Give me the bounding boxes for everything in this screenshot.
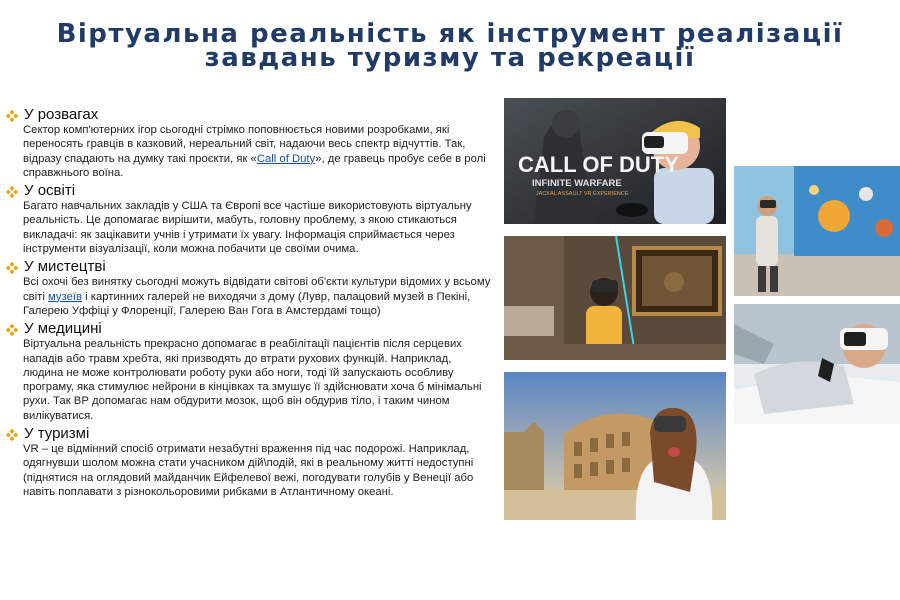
colosseum-vr-image (504, 372, 726, 520)
museums-link[interactable]: музеїв (47, 290, 83, 303)
classroom-vr-image (734, 166, 900, 296)
section-education (6, 182, 494, 256)
section-text: Віртуальна реальність прекрасно допомагає в реабілітації пацієнтів після серцевих нападів або травм хребта, які призводять до втрати рухових функцій. Наприклад, людина не може контролювати роботу руки або ноги, тоді їй запускають особливу програму, яка стимулює нейрони в кінцівках та змушує її здійснювати хоча б мінімальні рухи. Так ВР допомагає нам обдурити мозок, щоб він обдурив тіло, і таким чином вилікуватися. (23, 338, 482, 422)
call-of-duty-vr-image (504, 98, 726, 224)
title-line-1: Віртуальна реальність як інструмент реалізації (56, 19, 844, 49)
diamond-bullet-icon (6, 261, 18, 273)
slide-title (0, 19, 900, 73)
diamond-bullet-icon (6, 185, 18, 197)
svg-text:INFINITE WARFARE: INFINITE WARFARE (532, 178, 622, 189)
section-heading: У розвагах (24, 106, 99, 123)
section-text: Всі охочі без винятку сьогодні можуть відвідати світові об'єкти культури відомих у всьому світі музеїв і картинних галерей не виходячи з дому (Лувр, палацовий музей в Пекіні, Галерею Уффіці у Флоренції, Галерею Ван Гога в Амстердамі тощо) (23, 276, 491, 317)
section-entertainment (6, 106, 494, 180)
medical-vr-image (734, 304, 900, 424)
section-art (6, 258, 494, 318)
section-medicine (6, 320, 494, 423)
section-heading: У мистецтві (24, 258, 106, 276)
svg-text:CALL OF DUTY: CALL OF DUTY (518, 152, 679, 177)
diamond-bullet-icon (6, 428, 18, 440)
section-text: Багато навчальних закладів у США та Європі все частіше використовують віртуальну реальність. Це допомагає вирішити, мабуть, головну проблему, з якою стикаються викладачі: як зацікавити учнів і утримати їх увагу. Інформація сприймається через інструменти візуалізації, коли можна побачити це своїми очима. (23, 200, 472, 256)
diamond-bullet-icon (6, 109, 18, 121)
section-text: VR – це відмінний спосіб отримати незабутні враження під час подорожі. Наприклад, одягнувши шолом можна стати учасником дій\подій, які в реальному житті недоступні (піднятися на оглядовий майданчик Ейфелевої вежі, погодувати голубів у Венеції або навіть поплавати з різнокольоровими рибками в Атлантичному океані. (23, 443, 474, 498)
section-tourism (6, 425, 494, 499)
diamond-bullet-icon (6, 323, 18, 335)
svg-text:JACKAL ASSAULT VR EXPERIENCE: JACKAL ASSAULT VR EXPERIENCE (536, 191, 629, 197)
section-heading: У туризмі (24, 425, 90, 443)
section-heading: У освіті (24, 182, 76, 200)
section-text: Сектор комп'ютерних ігор сьогодні стрімко поповнюється новими розробками, які переносять гравців в казковий, нереальний світ, надаючи весь спектр відчуттів. Так, відразу спадають на думку такі проєкти, як «Call of Duty», де гравець пробує себе в ролі справжнього воїна. (23, 124, 486, 179)
title-line-2: завдань туризму та рекреації (204, 43, 696, 73)
museum-vr-image (504, 236, 726, 360)
section-heading: У медицині (24, 320, 102, 338)
call-of-duty-link[interactable]: Call of Duty (256, 152, 316, 165)
content-text (6, 106, 494, 501)
